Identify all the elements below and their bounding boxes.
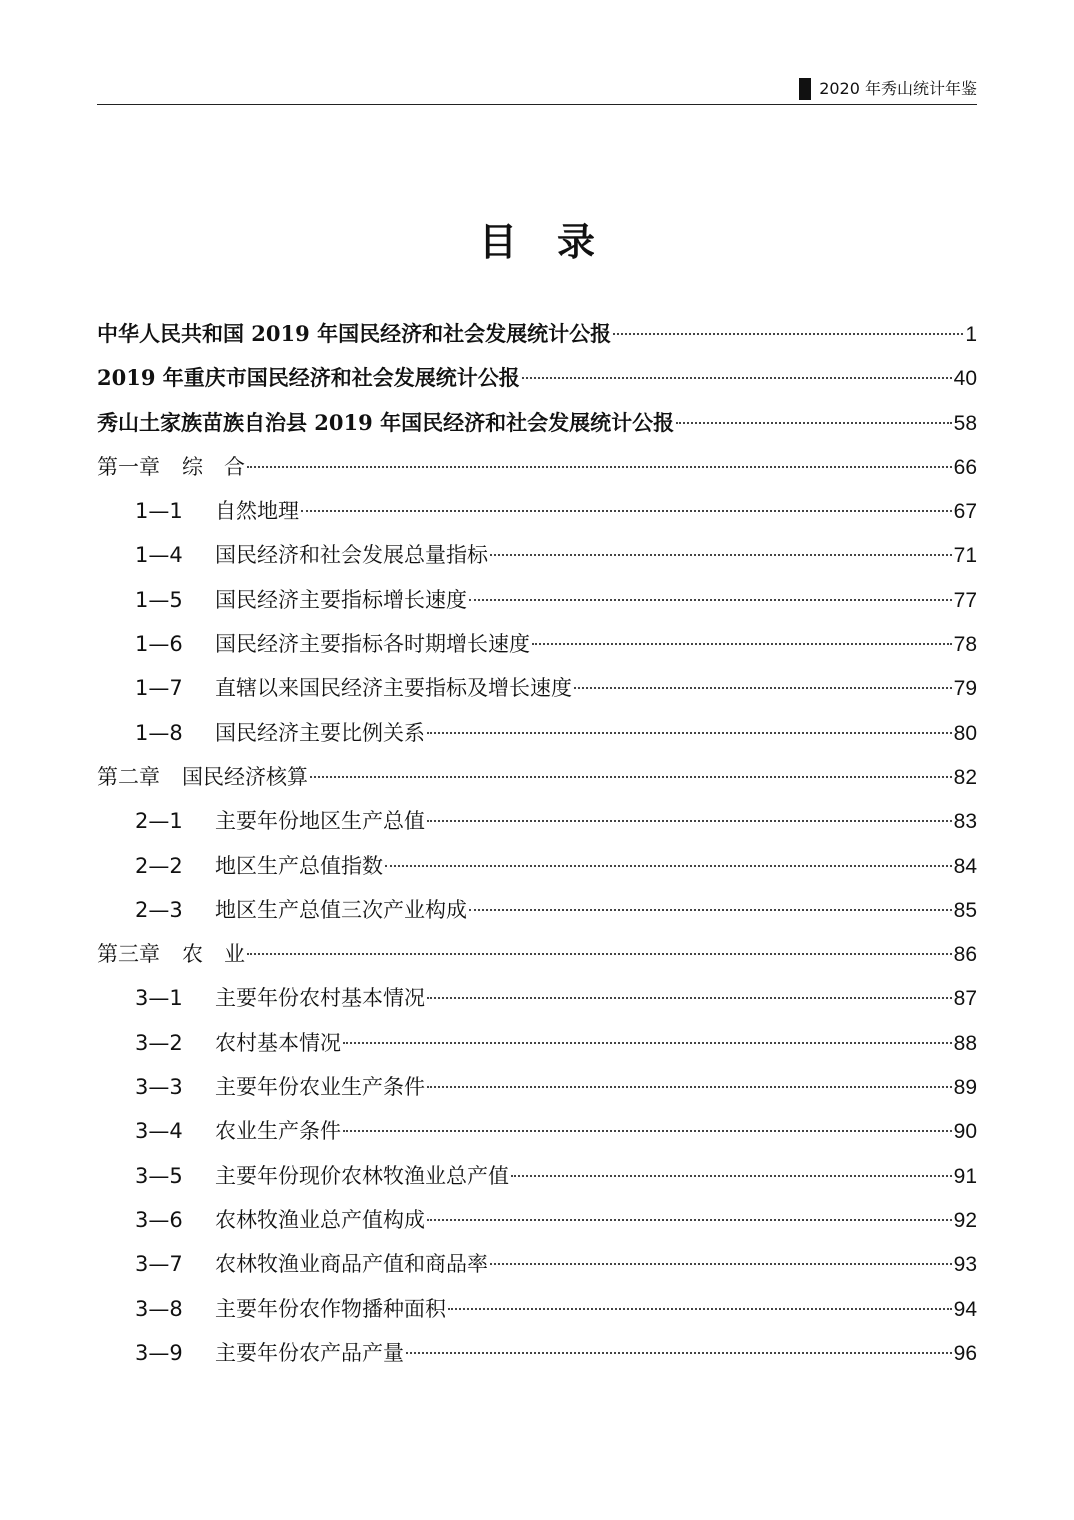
toc-entry-number: 3—9 bbox=[135, 1340, 183, 1365]
toc-entry-label bbox=[97, 755, 308, 799]
toc-entry[interactable] bbox=[97, 622, 977, 666]
toc-entry-label: 农业生产条件 bbox=[215, 1119, 341, 1144]
toc-entry-label: 农林牧渔业总产值构成 bbox=[215, 1207, 425, 1232]
table-of-contents bbox=[97, 312, 977, 1375]
toc-entry-number: 3—6 bbox=[135, 1207, 183, 1232]
toc-page-number: 67 bbox=[953, 500, 977, 524]
toc-dot-leader bbox=[511, 1175, 952, 1177]
toc-dot-leader bbox=[427, 997, 952, 999]
toc-dot-leader bbox=[469, 909, 952, 911]
header-block-mark bbox=[799, 78, 811, 100]
toc-page-number: 91 bbox=[953, 1164, 977, 1188]
toc-entry-label: 国民经济主要指标各时期增长速度 bbox=[215, 632, 530, 657]
toc-entry[interactable] bbox=[97, 888, 977, 932]
toc-page-number: 83 bbox=[953, 810, 977, 834]
toc-dot-leader bbox=[310, 776, 952, 778]
toc-dot-leader bbox=[574, 687, 952, 689]
toc-entry[interactable] bbox=[97, 401, 977, 445]
toc-entry-label: 2019 年重庆市国民经济和社会发展统计公报 bbox=[97, 365, 520, 391]
toc-dot-leader bbox=[343, 1042, 952, 1044]
toc-entry-number: 3—3 bbox=[135, 1075, 183, 1100]
toc-entry-label: 主要年份农业生产条件 bbox=[215, 1075, 425, 1100]
toc-entry[interactable] bbox=[97, 1331, 977, 1375]
toc-dot-leader bbox=[532, 643, 952, 645]
toc-entry[interactable] bbox=[97, 489, 977, 533]
toc-page-number: 93 bbox=[953, 1253, 977, 1277]
toc-dot-leader bbox=[406, 1352, 952, 1354]
toc-page-number: 66 bbox=[953, 455, 977, 479]
toc-entry[interactable] bbox=[97, 312, 977, 356]
toc-dot-leader bbox=[469, 599, 952, 601]
toc-entry[interactable] bbox=[97, 976, 977, 1020]
toc-page-number: 82 bbox=[953, 765, 977, 789]
toc-entry-number: 1—6 bbox=[135, 632, 183, 657]
toc-entry[interactable] bbox=[97, 799, 977, 843]
toc-page-number: 90 bbox=[953, 1120, 977, 1144]
toc-entry-label: 主要年份农产品产量 bbox=[215, 1340, 404, 1365]
toc-page-number: 96 bbox=[953, 1341, 977, 1365]
toc-page-number: 88 bbox=[953, 1031, 977, 1055]
toc-page-number: 92 bbox=[953, 1208, 977, 1232]
toc-dot-leader bbox=[247, 466, 952, 468]
toc-page-number: 87 bbox=[953, 987, 977, 1011]
toc-entry[interactable] bbox=[97, 1021, 977, 1065]
toc-entry-label: 农村基本情况 bbox=[215, 1030, 341, 1055]
toc-entry-label bbox=[97, 932, 245, 976]
toc-entry-label: 主要年份现价农林牧渔业总产值 bbox=[215, 1163, 509, 1188]
toc-entry-label: 国民经济和社会发展总量指标 bbox=[215, 543, 488, 568]
toc-chapter-number: 第三章 bbox=[97, 942, 160, 967]
toc-page-number: 71 bbox=[953, 544, 977, 568]
toc-page-number: 77 bbox=[953, 588, 977, 612]
toc-entry-number: 1—5 bbox=[135, 587, 183, 612]
toc-entry-number: 3—4 bbox=[135, 1119, 183, 1144]
toc-dot-leader bbox=[490, 1263, 952, 1265]
toc-entry[interactable] bbox=[97, 1154, 977, 1198]
toc-chapter-title: 综 合 bbox=[182, 454, 245, 479]
toc-entry-number: 2—2 bbox=[135, 853, 183, 878]
toc-entry-number: 1—7 bbox=[135, 676, 183, 701]
toc-chapter-number: 第一章 bbox=[97, 454, 160, 479]
header-text: 2020 年秀山统计年鉴 bbox=[819, 79, 977, 98]
toc-dot-leader bbox=[676, 422, 952, 424]
toc-page-number: 78 bbox=[953, 633, 977, 657]
toc-entry-number: 3—5 bbox=[135, 1163, 183, 1188]
toc-entry-number: 1—1 bbox=[135, 499, 183, 524]
toc-entry[interactable] bbox=[97, 666, 977, 710]
toc-entry[interactable] bbox=[97, 1065, 977, 1109]
toc-page-number: 89 bbox=[953, 1076, 977, 1100]
toc-entry-number: 1—8 bbox=[135, 720, 183, 745]
toc-dot-leader bbox=[385, 865, 952, 867]
running-header bbox=[97, 74, 977, 105]
toc-entry[interactable] bbox=[97, 844, 977, 888]
toc-entry-number: 2—1 bbox=[135, 809, 183, 834]
toc-entry-number: 3—8 bbox=[135, 1296, 183, 1321]
toc-page-number: 79 bbox=[953, 677, 977, 701]
toc-page-number: 86 bbox=[953, 943, 977, 967]
toc-entry[interactable] bbox=[97, 1242, 977, 1286]
toc-page-number: 80 bbox=[953, 721, 977, 745]
toc-entry-label: 地区生产总值指数 bbox=[215, 853, 383, 878]
toc-entry[interactable] bbox=[97, 356, 977, 400]
toc-entry-label: 国民经济主要比例关系 bbox=[215, 720, 425, 745]
toc-entry-label: 主要年份农作物播种面积 bbox=[215, 1296, 446, 1321]
toc-dot-leader bbox=[427, 732, 952, 734]
toc-dot-leader bbox=[247, 953, 952, 955]
toc-entry[interactable] bbox=[97, 1109, 977, 1153]
running-header-content bbox=[799, 78, 977, 100]
page-title: 目录 bbox=[478, 219, 635, 264]
toc-dot-leader bbox=[490, 554, 952, 556]
toc-entry-label: 秀山土家族苗族自治县 2019 年国民经济和社会发展统计公报 bbox=[97, 409, 675, 435]
toc-page-number: 85 bbox=[953, 898, 977, 922]
toc-page-number: 94 bbox=[953, 1297, 977, 1321]
toc-entry-label: 直辖以来国民经济主要指标及增长速度 bbox=[215, 676, 572, 701]
toc-entry[interactable] bbox=[97, 932, 977, 976]
toc-entry-number: 3—2 bbox=[135, 1030, 183, 1055]
toc-page-number: 40 bbox=[953, 367, 977, 391]
toc-dot-leader bbox=[301, 510, 952, 512]
toc-entry-label: 农林牧渔业商品产值和商品率 bbox=[215, 1252, 488, 1277]
toc-dot-leader bbox=[448, 1308, 952, 1310]
toc-entry-number: 3—1 bbox=[135, 986, 183, 1011]
toc-dot-leader bbox=[613, 333, 963, 335]
toc-page-number: 58 bbox=[953, 411, 977, 435]
toc-entry-label: 主要年份地区生产总值 bbox=[215, 809, 425, 834]
toc-entry-label: 国民经济主要指标增长速度 bbox=[215, 587, 467, 612]
toc-entry-label: 中华人民共和国 2019 年国民经济和社会发展统计公报 bbox=[97, 321, 612, 346]
toc-entry[interactable] bbox=[97, 755, 977, 799]
toc-entry-label: 主要年份农村基本情况 bbox=[215, 986, 425, 1011]
toc-dot-leader bbox=[427, 1219, 952, 1221]
toc-entry[interactable] bbox=[97, 445, 977, 489]
toc-chapter-title: 国民经济核算 bbox=[182, 764, 308, 789]
toc-chapter-title: 农 业 bbox=[182, 942, 245, 967]
toc-entry[interactable] bbox=[97, 533, 977, 577]
toc-entry-number: 3—7 bbox=[135, 1252, 183, 1277]
toc-entry[interactable] bbox=[97, 711, 977, 755]
toc-entry[interactable] bbox=[97, 578, 977, 622]
toc-page-number: 84 bbox=[953, 854, 977, 878]
toc-dot-leader bbox=[427, 820, 952, 822]
toc-entry-label: 自然地理 bbox=[215, 499, 299, 524]
toc-page-number: 1 bbox=[965, 323, 977, 346]
toc-entry[interactable] bbox=[97, 1198, 977, 1242]
toc-entry-label bbox=[97, 445, 245, 489]
toc-entry-label: 地区生产总值三次产业构成 bbox=[215, 897, 467, 922]
toc-dot-leader bbox=[522, 377, 952, 379]
toc-entry-number: 2—3 bbox=[135, 897, 183, 922]
toc-dot-leader bbox=[343, 1130, 952, 1132]
toc-entry-number: 1—4 bbox=[135, 543, 183, 568]
toc-dot-leader bbox=[427, 1086, 952, 1088]
toc-chapter-number: 第二章 bbox=[97, 764, 160, 789]
toc-entry[interactable] bbox=[97, 1287, 977, 1331]
